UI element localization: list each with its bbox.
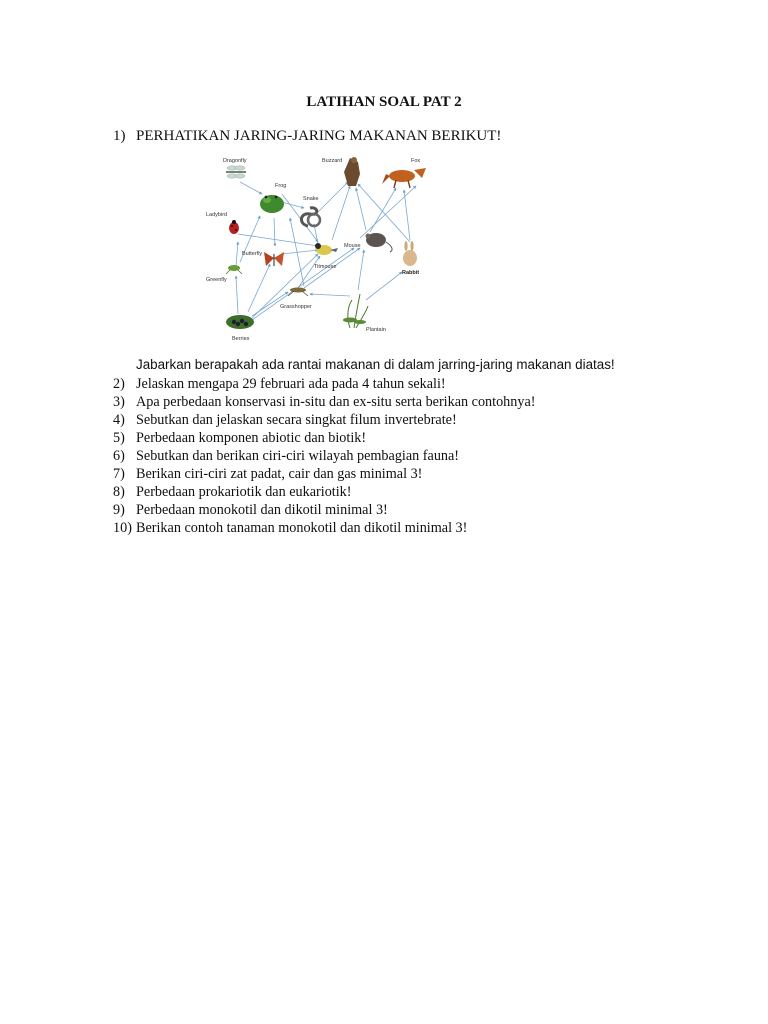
titmouse-icon bbox=[315, 243, 338, 255]
greenfly-label: Greenfly bbox=[206, 277, 227, 283]
question-number: 8) bbox=[113, 484, 125, 500]
list-item bbox=[113, 519, 535, 537]
question-text: PERHATIKAN JARING-JARING MAKANAN BERIKUT! bbox=[136, 128, 502, 144]
mouse-label: Mouse bbox=[344, 243, 361, 249]
list-item bbox=[113, 501, 535, 519]
arrow bbox=[360, 186, 416, 238]
question-text: Apa perbedaan konservasi in-situ dan ex-situ serta berikan contohnya! bbox=[136, 394, 536, 410]
dragonfly-label: Dragonfly bbox=[223, 158, 247, 164]
list-item bbox=[113, 393, 535, 411]
fox-label: Fox bbox=[411, 158, 421, 164]
grasshopper-label: Grasshopper bbox=[280, 304, 312, 310]
butterfly-node bbox=[242, 251, 284, 266]
frog-node bbox=[260, 183, 286, 213]
arrow bbox=[356, 188, 366, 230]
snake-node bbox=[301, 196, 320, 226]
frog-icon bbox=[260, 195, 284, 213]
dragonfly-icon bbox=[226, 166, 246, 178]
snake-icon bbox=[301, 208, 320, 226]
berries-icon bbox=[226, 315, 254, 329]
question-text: Jelaskan mengapa 29 februari ada pada 4 tahun sekali! bbox=[136, 376, 446, 392]
butterfly-label: Butterfly bbox=[242, 251, 263, 257]
titmouse-label: Titmouse bbox=[314, 264, 337, 270]
page-title: LATIHAN SOAL PAT 2 bbox=[306, 94, 462, 110]
question-text: Sebutkan dan jelaskan secara singkat filum invertebrate! bbox=[136, 412, 457, 428]
arrow bbox=[236, 242, 238, 266]
buzzard-node bbox=[322, 157, 360, 186]
arrow bbox=[274, 218, 275, 246]
list-item bbox=[113, 465, 535, 483]
plantain-icon bbox=[343, 294, 368, 328]
buzzard-label: Buzzard bbox=[322, 158, 343, 164]
ladybird-icon bbox=[229, 220, 239, 234]
arrow bbox=[240, 182, 262, 194]
list-item bbox=[113, 411, 535, 429]
rabbit-icon bbox=[403, 241, 417, 266]
grasshopper-node bbox=[280, 288, 312, 311]
question-text: Berikan contoh tanaman monokotil dan dikotil minimal 3! bbox=[136, 520, 468, 536]
fox-node bbox=[382, 158, 426, 188]
rabbit-node bbox=[402, 241, 419, 276]
butterfly-icon bbox=[264, 252, 284, 266]
arrow bbox=[404, 190, 410, 240]
rabbit-label: Rabbit bbox=[402, 270, 420, 276]
arrow bbox=[314, 182, 348, 216]
food-web-diagram bbox=[190, 150, 450, 350]
arrow bbox=[236, 276, 238, 314]
question-1 bbox=[113, 128, 501, 145]
arrow bbox=[358, 250, 364, 290]
grasshopper-icon bbox=[288, 288, 308, 297]
mouse-icon bbox=[366, 233, 393, 252]
plantain-node bbox=[343, 294, 386, 333]
list-item bbox=[113, 447, 535, 465]
arrow bbox=[310, 294, 350, 296]
question-number: 6) bbox=[113, 448, 125, 464]
question-text: Perbedaan monokotil dan dikotil minimal 3! bbox=[136, 502, 388, 518]
arrow bbox=[358, 184, 410, 242]
list-item bbox=[113, 483, 535, 501]
arrow bbox=[248, 264, 270, 312]
question-number: 2) bbox=[113, 376, 125, 392]
question-number: 1) bbox=[113, 128, 126, 144]
list-item bbox=[113, 429, 535, 447]
question-number: 9) bbox=[113, 502, 125, 518]
question-text: Perbedaan komponen abiotic dan biotik! bbox=[136, 430, 367, 446]
frog-label: Frog bbox=[275, 183, 287, 189]
titmouse-node bbox=[314, 243, 338, 270]
question-1-instruction: Jabarkan berapakah ada rantai makanan di dalam jarring-jaring makanan diatas! bbox=[136, 357, 615, 372]
question-list bbox=[113, 375, 535, 537]
greenfly-icon bbox=[226, 265, 242, 274]
snake-label: Snake bbox=[303, 196, 319, 202]
question-text: Sebutkan dan berikan ciri-ciri wilayah pembagian fauna! bbox=[136, 448, 460, 464]
mouse-node bbox=[344, 233, 392, 252]
question-text: Perbedaan prokariotik dan eukariotik! bbox=[136, 484, 352, 500]
list-item bbox=[113, 375, 535, 393]
dragonfly-node bbox=[223, 158, 247, 178]
question-number: 7) bbox=[113, 466, 125, 482]
berries-node bbox=[226, 315, 254, 342]
arrow bbox=[282, 250, 318, 254]
arrow bbox=[366, 272, 402, 300]
question-number: 10) bbox=[113, 520, 132, 536]
question-number: 5) bbox=[113, 430, 125, 446]
arrow bbox=[332, 186, 350, 240]
plantain-label: Plantain bbox=[366, 327, 386, 333]
question-number: 3) bbox=[113, 394, 125, 410]
berries-label: Berries bbox=[232, 336, 250, 342]
ladybird-label: Ladybird bbox=[206, 212, 228, 218]
question-number: 4) bbox=[113, 412, 125, 428]
ladybird-node bbox=[206, 212, 239, 234]
question-text: Berikan ciri-ciri zat padat, cair dan gas minimal 3! bbox=[136, 466, 423, 482]
buzzard-icon bbox=[344, 157, 360, 186]
fox-icon bbox=[382, 168, 426, 188]
